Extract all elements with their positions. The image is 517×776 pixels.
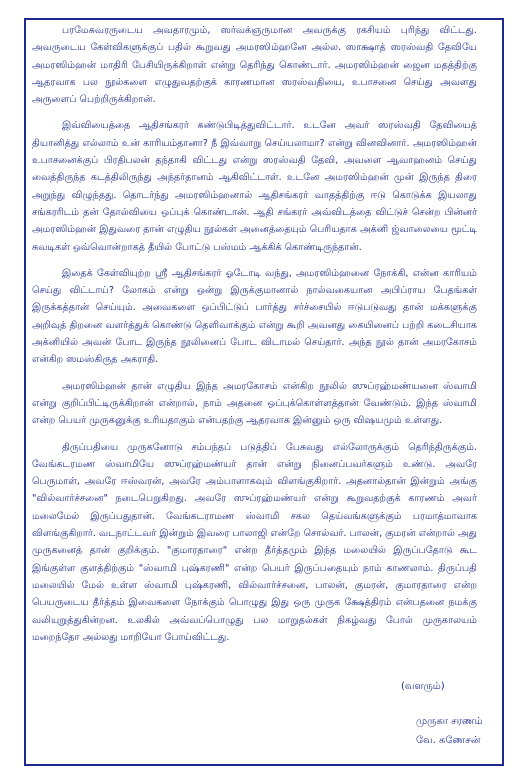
article-body [32, 22, 477, 655]
author-name: வே. கணேசன் [416, 735, 481, 746]
paragraph-4: அமரஸிம்ஹன் தான் எழுதிய இந்த அமரகோசம் என்கிற நூலில் ஸுப்ரஹ்மண்யனை ஸ்வாமி என்று குறிப்பிட்டிருக்கிறான் என்றால், நாம் அதனை ஒப்புக்கொள்ளத்தான் வேண்டும். இந்த ஸ்வாமி என்ற பெயர் முருகனுக்கு உரியதாகும் என்பதற்கு ஆதரவாக இன்னும் ஒரு விஷயமும் உள்ளது. [32, 380, 477, 427]
closing-line-1: முருகா சரணம் [416, 716, 483, 727]
paragraph-1: பரமேசுவரருடைய அவதாரமும், ஸர்வக்ஞருமான அவருக்கு ரகசியம் புரிந்து விட்டது. அவருடைய கேள்விகளுக்குப் பதில் கூறுவது அமரஸிம்ஹனே அல்ல. ஸாக்ஷாத் ஸரஸ்வதி தேவியே அமரஸிம்ஹன் மாதிரி பேசியிருக்கிறாள் என்று தெரிந்து கொண்டார். அமரஸிம்ஹன் ஜைன மதத்திற்கு ஆதரவாக பல நூல்களை எழுதுவதற்குக் காரணமான ஸரஸ்வதியை, உபாசனை செய்து அவளது அருளைப் பெற்றிருக்கிறான். [32, 25, 477, 106]
paragraph-3: இதைக் கேள்வியுற்ற ஸ்ரீ ஆதிசங்கரர் ஓடோடி வந்து, அமரஸிம்ஹனை நோக்கி, என்ன காரியம் செய்து விட்டாய்? லோகம் என்று ஒன்று இருக்குமானால் நால்வகையான அபிப்ராய பேதங்கள் இருக்கத்தான் செய்யும். அவைகளை ஒப்பிட்டுப் பார்த்து சர்ச்சையில் ஈடுபடுவது தான் மக்களுக்கு அறிவுத் திறனை வளர்த்துக் கொண்டு தெளிவாக்கும் என்று கூறி அவனது கையினைப் பற்றி கடைசியாக அக்னியில் அவன் போட இருந்த நூலினைப் போட விடாமல் செய்தார். அந்த நூல் தான் அமரகோசம் என்கிற ஸமஸ்கிருத அகராதி. [32, 267, 477, 366]
paragraph-2: இவ்வியைத்தை ஆதிசங்கரர் கண்டுபிடித்துவிட்டார். உடனே அவர் ஸரஸ்வதி தேவியைத் தியானித்து எல்லாம் உன் காரியம்தானா? நீ இவ்வாறு செய்யலாமா? என்று வினவினார். அமரஸிம்ஹன் உபாசனைக்குப் பிரதிபலன் தந்தாகி விட்டது என்று ஸரஸ்வதி தேவி, அவளை ஆவாஹனம் செய்து வைத்திருந்த கடத்திலிருந்து அந்தர்தானம் ஆகிவிட்டாள். உடனே அமரஸிம்ஹன் முன் இருந்த திரை அறுந்து விழுந்தது. தொடர்ந்து அமரஸிம்ஹனால் ஆதிசங்கரர் வாதத்திற்கு ஈடு கொடுக்க இயலாது சங்கரரிடம் தன் தோல்வியை ஒப்புக் கொண்டான். ஆதி சங்கரர் அவ்விடத்தை விட்டுச் சென்ற பின்னர் அமரஸிம்ஹன் இதுவரை தான் எழுதிய நூல்கள் அனைத்தையும் பெரியதாக அக்னி ஜ்வாலையை மூட்டி சுவடிகள் ஒவ்வொன்றாகத் தீயில் போட்டு பஸ்மம் ஆக்கிக் கொண்டிருந்தான். [32, 120, 477, 253]
paragraph-5: திருப்பதியை முருகனோடு சம்பந்தப் படுத்திப் பேசுவது எல்லோருக்கும் தெரிந்திருக்கும். வேங்கடரமண ஸ்வாமியே ஸுப்ரஹ்மண்யர் தான் என்று நினைப்பவர்களும் உண்டு. அவரே பெருமாள், அவரே ஈஸ்வரன், அவரே அம்பாளாகவும் விளங்குகிறார். அதனால்தான் இன்றும் அங்கு "வில்வார்ச்சனை" நடைபெறுகிறது. அவரே ஸுப்ரஹ்மண்யர் என்று கூறுவதற்குக் காரணம் அவர் மலைமேல் இருப்பதுதான். வேங்கடராமண ஸ்வாமி சகல தெய்வங்களுக்கும் பரமாத்மாவாக விளங்குகிறார். வடநாட்டவர் இன்றும் இவரை பாலாஜி என்றே சொல்வர். பாலன், குமரன் என்றால் அது முருகனைத் தான் குறிக்கும். "குமாரதாரை" என்ற தீர்த்தமும் இந்த மலையில் இருப்பதோடு கூட இங்குள்ள குளத்திற்கும் "ஸ்வாமி புஷ்கரணி" என்ற பெயர் இருப்பதையும் நாம் காணலாம். திருப்பதி மலையில் மேல் உள்ள ஸ்வாமி புஷ்கரணி, வில்வார்ச்சனை, பாலன், குமரன், குமாரதாரை என்ற பெயருடைய தீர்த்தம் இவைகளை நோக்கும் பொழுது இது ஒரு முருக க்ஷேத்திரம் என்பதனை நமக்கு வலியுறுத்துகின்றன. உலகில் அவ்வப்பொழுது பல மாறுதல்கள் நிகழ்வது போல் முருகாலயம் மறைந்தோ அல்லது மாறியோ போய்விட்டது. [32, 441, 477, 643]
continued-label: (வளரும்) [401, 681, 445, 692]
